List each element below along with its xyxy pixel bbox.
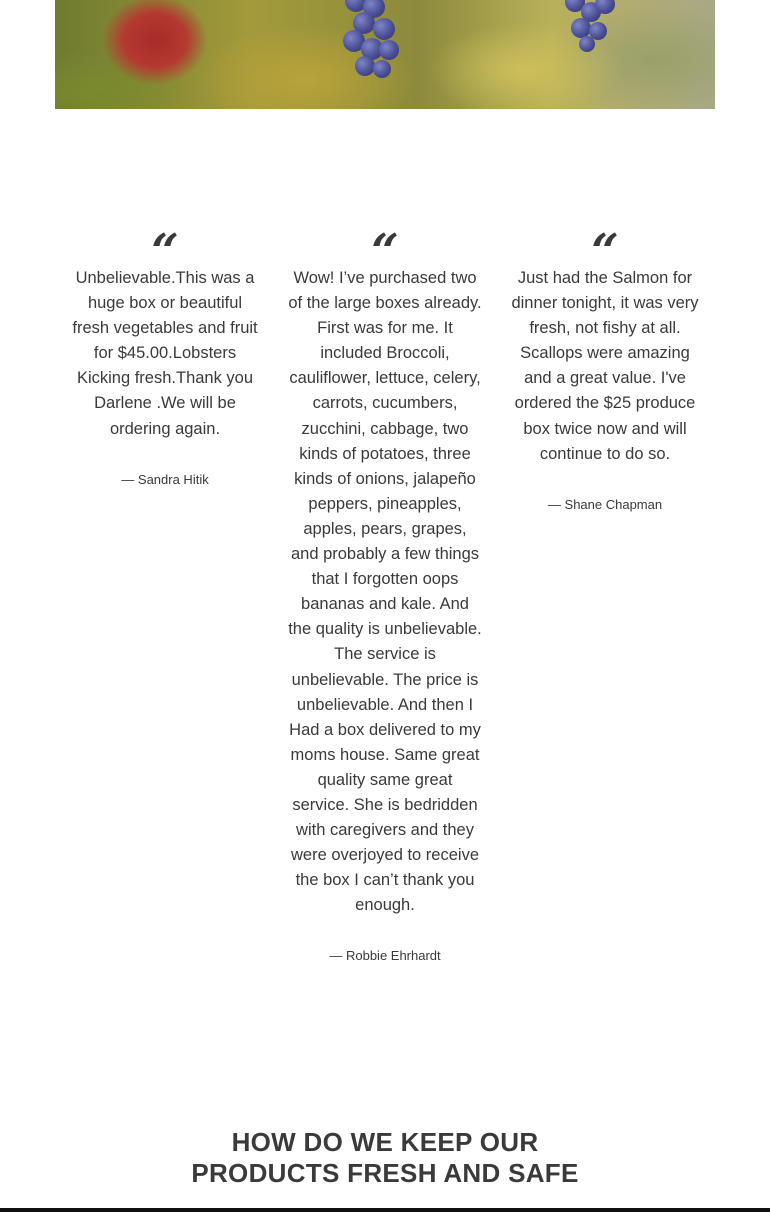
testimonial-card bbox=[55, 222, 275, 963]
section-heading bbox=[0, 1127, 770, 1189]
testimonial-author: — Sandra Hitik bbox=[121, 471, 209, 487]
quote-icon: “ bbox=[371, 224, 399, 280]
grape-decoration bbox=[379, 40, 399, 60]
grape-decoration bbox=[579, 36, 595, 52]
section-heading-line: HOW DO WE KEEP OUR bbox=[231, 1127, 539, 1157]
testimonial-author: — Robbie Ehrhardt bbox=[329, 948, 441, 964]
testimonial-card bbox=[275, 222, 495, 963]
testimonials-section bbox=[55, 222, 715, 963]
testimonial-card bbox=[495, 222, 715, 963]
testimonial-text: Wow! I’ve purchased two of the large boxes already. First was for me. It included Broccoli, cauliflower, lettuce, celery, carrots, cucumbers, zucchini, cabbage, two kinds of potatoes, three kinds of onions, jalapeño peppers, pineapples, apples, pears, grapes, and probably a few things that I forgotten oops bananas and kale. And the quality is unbelievable. The service is unbelievable. The price is unbelievable. And then I Had a box delivered to my moms house. Same great quality same great service. She is bedridden with caregivers and they were overjoyed to receive the box I can’t thank you enough. bbox=[288, 269, 482, 915]
testimonial-text: Unbelievable.This was a huge box or beautiful fresh vegetables and fruit for $45.00.Lobsters Kicking fresh.Thank you Darlene .We will be ordering again. bbox=[72, 269, 258, 438]
testimonial-text: Just had the Salmon for dinner tonight, it was very fresh, not fishy at all. Scallops were amazing and a great value. I've ordered the $25 produce box twice now and will continue to do so. bbox=[511, 269, 699, 463]
grape-decoration bbox=[373, 60, 391, 78]
quote-icon: “ bbox=[591, 224, 619, 280]
quote-icon: “ bbox=[151, 224, 179, 280]
section-heading-line: PRODUCTS FRESH AND SAFE bbox=[191, 1158, 579, 1188]
grape-decoration bbox=[355, 56, 375, 76]
hero-image bbox=[55, 0, 715, 109]
grape-decoration bbox=[373, 18, 395, 40]
grape-decoration bbox=[571, 18, 591, 38]
divider bbox=[0, 1208, 770, 1212]
testimonial-author: — Shane Chapman bbox=[547, 496, 663, 512]
grape-decoration bbox=[595, 0, 615, 14]
